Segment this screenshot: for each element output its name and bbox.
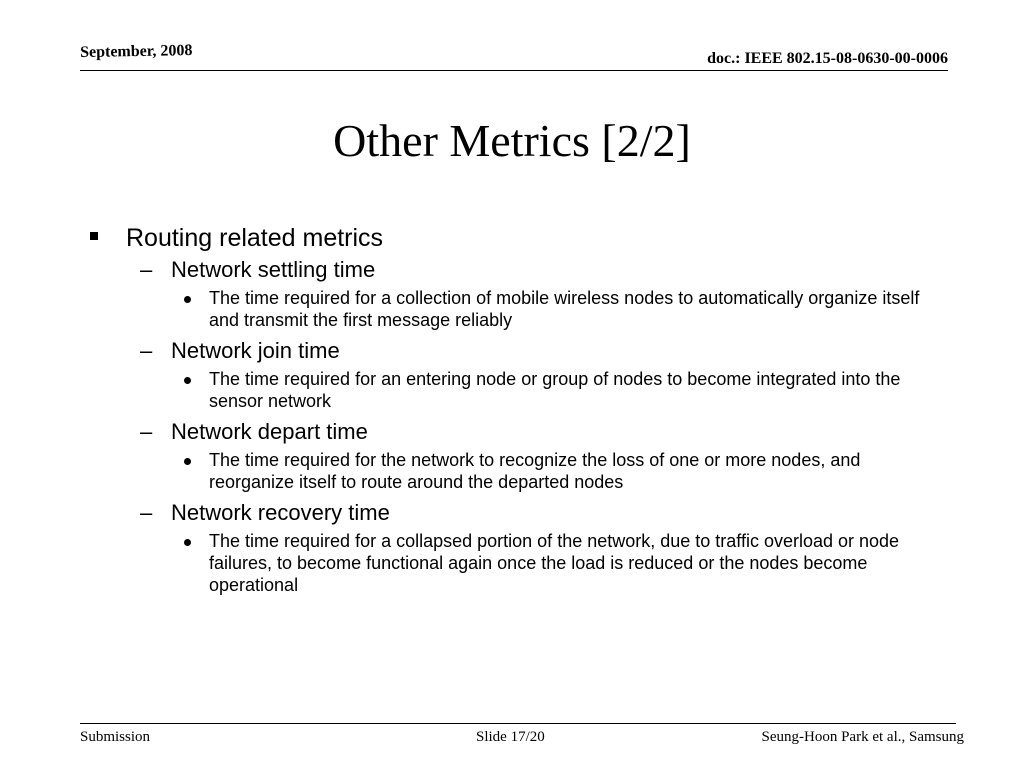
dash-bullet-icon: – (140, 257, 153, 282)
metric-label: Network recovery time (171, 500, 390, 525)
metric-description: The time required for an entering node or group of nodes to become integrated into the sensor network (209, 369, 901, 411)
footer-author: Seung-Hoon Park et al., Samsung (761, 729, 964, 745)
slide-title: Other Metrics [2/2] (333, 115, 691, 166)
dot-bullet-icon (184, 377, 191, 384)
header-doc-id: doc.: IEEE 802.15-08-0630-00-0006 (707, 50, 948, 67)
bullet-level3 (0, 530, 1024, 596)
dot-bullet-icon (184, 296, 191, 303)
dash-bullet-icon: – (140, 419, 153, 444)
footer-submission: Submission (80, 729, 151, 745)
dot-bullet-icon (184, 458, 191, 465)
bullet-level2 (0, 337, 1024, 365)
metric-description: The time required for a collapsed portion of the network, due to traffic overload or node failures, to become functional again once the load is reduced or the nodes become operational (209, 531, 900, 595)
dot-bullet-icon (184, 539, 191, 546)
bullet-level2 (0, 418, 1024, 446)
metric-label: Network depart time (171, 419, 368, 444)
bullet-level3 (0, 449, 1024, 493)
footer-slide-number: Slide 17/20 (476, 729, 545, 745)
dash-bullet-icon: – (140, 338, 153, 363)
bullet-heading: Routing related metrics (126, 224, 384, 252)
header-date: September, 2008 (80, 42, 193, 61)
footer-divider (80, 723, 956, 724)
metric-label: Network settling time (171, 257, 376, 282)
square-bullet-icon (90, 232, 98, 240)
bullet-level3 (0, 287, 1024, 331)
metric-label: Network join time (171, 338, 340, 363)
metric-description: The time required for a collection of mobile wireless nodes to automatically organize itself and transmit the first message reliably (209, 288, 920, 330)
dash-bullet-icon: – (140, 500, 153, 525)
header-divider (80, 70, 948, 71)
metric-description: The time required for the network to recognize the loss of one or more nodes, and reorganize itself to route around the departed nodes (209, 450, 861, 492)
bullet-level1 (0, 222, 1024, 254)
slide-body (0, 222, 1024, 602)
bullet-level2 (0, 256, 1024, 284)
bullet-level2 (0, 499, 1024, 527)
bullet-level3 (0, 368, 1024, 412)
